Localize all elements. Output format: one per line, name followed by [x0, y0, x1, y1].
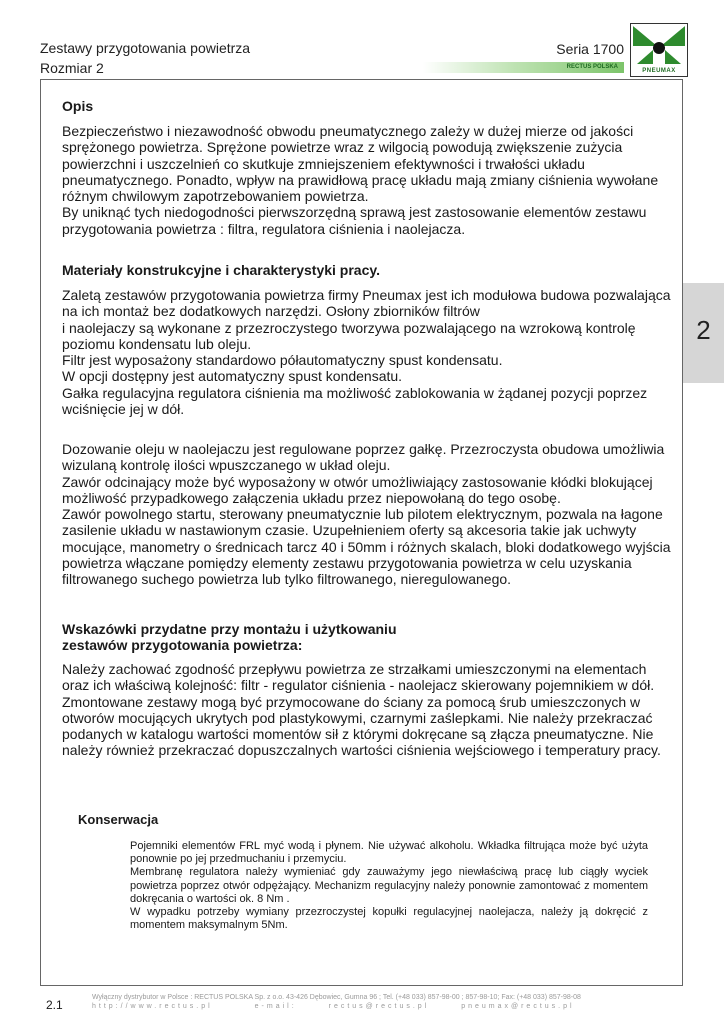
materialy-paragraph: Filtr jest wyposażony standardowo półautomatyczny spust kondensatu. [62, 352, 503, 369]
wskazowki-heading-line2: zestawów przygotowania powietrza: [62, 637, 303, 653]
dozowanie-paragraph: Zawór powolnego startu, sterowany pneumatycznie lub pilotem elektrycznym, pozwala na łagone zasilenie układu w nastawionym czasie. Uzupełnieniem oferty są akcesoria takie jak uchwyty mocujące, manometry o średnicach tarcz 40 i 50mm i różnych skalach, bloki dodatkowego wyjścia powietrza włączane pomiędzy elementy zestawu przygotowania powietrza w celu uzyskania filtrowanego suchego powietrza lub tylko filtrowanego, nieregulowanego. [62, 506, 671, 588]
footer-distributor: Wyłączny dystrybutor w Polsce : RECTUS POLSKA Sp. z o.o. 43-426 Dębowiec, Gumna 96 ; Tel. (+48 033) 857-98-00 ; 857-98-10; Fax: (+48 033) 857-98-08 [92, 994, 581, 1001]
konserwacja-heading: Konserwacja [78, 812, 159, 827]
materialy-paragraph: Zaletą zestawów przygotowania powietrza firmy Pneumax jest ich modułowa budowa pozwalająca na ich montaż bez dodatkowych narzędzi. Osłony zbiorników filtrów [62, 287, 671, 320]
opis-body [62, 123, 672, 237]
dozowanie-paragraph: Dozowanie oleju w naolejaczu jest regulowane poprzez gałkę. Przezroczysta obudowa umożliwia wizulaną kontrolę ilości wpuszczanego w układ oleju. [62, 441, 665, 474]
footer-email-1[interactable]: rectus@rectus.pl [328, 1003, 430, 1010]
wskazowki-paragraph: Należy zachować zgodność przepływu powietrza ze strzałkami umieszczonymi na elementach oraz ich właściwą kolejność: filtr - regulator ciśnienia - naolejacz skierowany pojemnikiem w dół. Zmontowane zestawy mogą być przymocowane do ściany za pomocą śrub umieszczonych w otworów mocujących ukrytych pod plastykowymi, czarnymi zaślepkami. Nie należy przekraczać podanych w katalogu wartości momentów sił z którymi dokręcane są złącza pneumatyczne. Nie należy również przekraczać dopuszczalnych wartości ciśnienia wejściowego i temperatury pracy. [62, 661, 661, 759]
footer [92, 993, 622, 1011]
header-accent-bar [423, 62, 624, 73]
wskazowki-heading-line1: Wskazówki przydatne przy montażu i użytkowaniu [62, 621, 397, 637]
footer-email-label: e-mail: [254, 1003, 297, 1010]
rectus-label: RECTUS POLSKA [566, 64, 618, 70]
pneumax-logo [630, 23, 688, 77]
konserwacja-paragraph: Pojemniki elementów FRL myć wodą i płynem. Nie używać alkoholu. Wkładka filtrująca może być użyta ponownie po jej przedmuchaniu i przemyciu. [130, 840, 648, 866]
dozowanie-body [62, 441, 672, 588]
pneumax-logo-icon [631, 24, 687, 66]
materialy-heading: Materiały konstrukcyjne i charakterystyki pracy. [62, 262, 381, 278]
header-title: Zestawy przygotowania powietrza [40, 40, 251, 56]
opis-paragraph: By uniknąć tych niedogodności pierwszorzędną sprawą jest zastosowanie elementów zestawu przygotowania powietrza : filtra, regulatora ciśnienia i naolejacza. [62, 204, 647, 237]
page-number: 2.1 [46, 998, 63, 1012]
footer-contacts [92, 1002, 622, 1011]
materialy-paragraph: Gałka regulacyjna regulatora ciśnienia ma możliwość zablokowania w żądanej pozycji poprzez wciśnięcie jej w dół. [62, 384, 648, 418]
konserwacja-paragraph: W wypadku potrzeby wymiany przezroczystej kopułki regulacyjnej naolejacza, należy ją dokręcić z momentem maksymalnym 5Nm. [130, 906, 648, 932]
logo-text: PNEUMAX [642, 68, 676, 74]
materialy-paragraph: i naolejaczy są wykonane z przezroczystego tworzywa pozwalającego na wzrokową kontrolę poziomu kondensatu lub oleju. [62, 319, 636, 352]
chapter-tab [683, 283, 724, 383]
wskazowki-heading [62, 621, 397, 653]
materialy-paragraph: W opcji dostępny jest automatyczny spust kondensatu. [62, 368, 403, 385]
konserwacja-paragraph: Membranę regulatora należy wymieniać gdy zauważymy jego niewłaściwą pracę lub ciągły wyciek powietrza poprzez otwór odpężający. Mechanizm regulacyjny należy ponownie zamontować z momentem dokręcania o wartości ok. 8 Nm . [130, 866, 648, 905]
materialy-body [62, 287, 672, 417]
opis-paragraph: Bezpieczeństwo i niezawodność obwodu pneumatycznego zależy w dużej mierze od jakości sprężonego powietrza. Sprężone powietrze wraz z wilgocią powodują zwiększenie zużycia powierzchni i uszczelnień co skutkuje zmniejszeniem efektywności i trwałości układu pneumatycznego. Ponadto, wpływ na prawidłową pracę układu mają zmiany ciśnienia wywołane różnym chwilowym zapotrzebowaniem powietrza. [62, 123, 659, 205]
footer-web[interactable]: http://www.rectus.pl [92, 1003, 213, 1010]
footer-email-2[interactable]: pneumax@rectus.pl [461, 1003, 575, 1010]
opis-heading: Opis [62, 98, 94, 114]
chapter-number: 2 [696, 315, 711, 345]
series-label: Seria 1700 [556, 41, 624, 57]
header-subtitle: Rozmiar 2 [40, 60, 104, 76]
konserwacja-body [130, 840, 648, 932]
dozowanie-paragraph: Zawór odcinający może być wyposażony w otwór umożliwiający zastosowanie kłódki blokującej możliwość przypadkowego załączenia układu przez niepowołaną do tego osobę. [62, 473, 653, 506]
wskazowki-body [62, 661, 672, 759]
